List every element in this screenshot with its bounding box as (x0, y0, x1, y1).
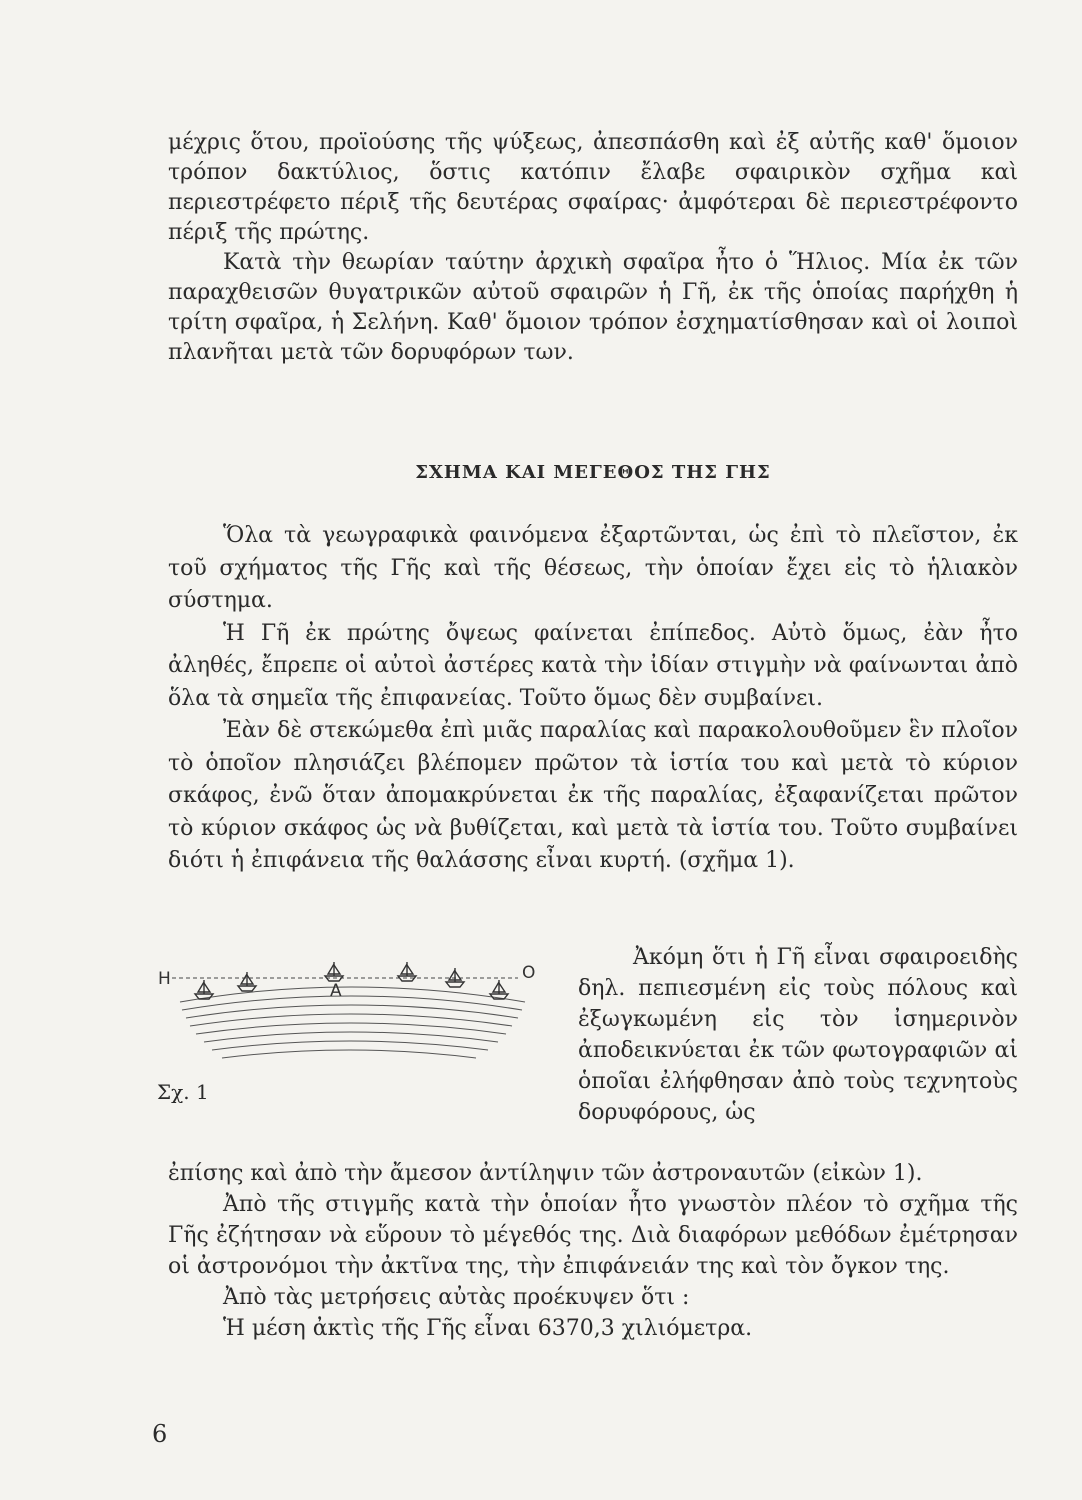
sea-curve-6 (204, 1032, 498, 1042)
paragraph-bottom-4: Ἡ μέση ἀκτὶς τῆς Γῆς εἶναι 6370,3 χιλιόμετρα. (223, 1316, 753, 1341)
ship-icon (195, 980, 213, 999)
ship-icon (490, 980, 508, 999)
paragraph-bottom-1: ἐπίσης καὶ ἀπὸ τὴν ἄμεσον ἀντίληψιν τῶν ἀστροναυτῶν (εἰκὼν 1). (168, 1161, 923, 1186)
sea-curve-2 (182, 996, 522, 1010)
sea-curve-4 (190, 1014, 512, 1026)
section-text (168, 520, 1018, 878)
sea-curve-8 (222, 1050, 476, 1058)
bottom-text (168, 1158, 1018, 1344)
paragraph-intro-2: Κατὰ τὴν θεωρίαν ταύτην ἀρχικὴ σφαῖρα ἦτο ὁ Ἥλιος. Μία ἐκ τῶν παραχθεισῶν θυγατρικῶν αὐτοῦ σφαιρῶν ἡ Γῆ, ἐκ τῆς ὁποίας παρήχθη ἡ τρίτη σφαῖρα, ἡ Σελήνη. Καθ' ὅμοιον τρόπον ἐσχηματίσθησαν καὶ οἱ λοιποὶ πλανῆται μετὰ τῶν δορυφόρων των. (168, 250, 1018, 365)
paragraph-section-3: Ἐὰν δὲ στεκώμεθα ἐπὶ μιᾶς παραλίας καὶ παρακολουθοῦμεν ἓν πλοῖον τὸ ὁποῖον πλησιάζει βλέπομεν πρῶτον τὰ ἱστία του καὶ μετὰ τὸ κύριον σκάφος, ἐνῶ ὅταν ἀπομακρύνεται ἐκ τῆς παραλίας, ἐξαφανίζεται πρῶτον τὸ κύριον σκάφος ὡς νὰ βυθίζεται, καὶ μετὰ τὰ ἱστία του. Τοῦτο συμβαίνει διότι ἡ ἐπιφάνεια τῆς θαλάσσης εἶναι κυρτή. (σχῆμα 1). (168, 718, 1018, 873)
section-heading: ΣΧΗΜΑ ΚΑΙ ΜΕΓΕΘΟΣ ΤΗΣ ΓΗΣ (415, 462, 771, 483)
ship-icon (238, 972, 256, 991)
sea-curve-1 (180, 987, 525, 1002)
label-h: Η (158, 969, 171, 989)
paragraph-bottom-3: Ἀπὸ τὰς μετρήσεις αὐτὰς προέκυψεν ὅτι : (223, 1285, 690, 1310)
label-o: Ο (522, 963, 536, 983)
paragraph-section-2: Ἡ Γῆ ἐκ πρώτης ὄψεως φαίνεται ἐπίπεδος. Αὐτὸ ὅμως, ἐὰν ἦτο ἀληθές, ἔπρεπε οἱ αὐτοὶ ἀστέρες κατὰ τὴν ἰδίαν στιγμὴν νὰ φαίνωνται ἀπὸ ὅλα τὰ σημεῖα τῆς ἐπιφανείας. Τοῦτο ὅμως δὲν συμβαίνει. (168, 620, 1018, 711)
sea-curve-3 (186, 1005, 518, 1018)
right-column-text (578, 942, 1018, 1128)
figure-caption: Σχ. 1 (157, 1080, 209, 1104)
intro-text (168, 128, 1018, 368)
paragraph-intro-1: μέχρις ὅτου, προϊούσης τῆς ψύξεως, ἀπεσπάσθη καὶ ἐξ αὐτῆς καθ' ὅμοιον τρόπον δακτύλιος, ὅστις κατόπιν ἔλαβε σφαιρικὸν σχῆμα καὶ περιεστρέφετο πέριξ τῆς δευτέρας σφαίρας· ἀμφότεραι δὲ περιεστρέφοντο πέριξ τῆς πρώτης. (168, 130, 1018, 245)
label-a: Α (330, 981, 342, 1001)
curvature-figure (150, 950, 550, 1110)
paragraph-right: Ἀκόμη ὅτι ἡ Γῆ εἶναι σφαιροειδὴς δηλ. πεπιεσμένη εἰς τοὺς πόλους καὶ ἐξωγκωμένη εἰς τὸν ἰσημερινὸν ἀποδεικνύεται ἐκ τῶν φωτογραφιῶν αἱ ὁποῖαι ἐλήφθησαν ἀπὸ τοὺς τεχνητοὺς δορυφόρους, ὡς (578, 945, 1018, 1125)
page-number: 6 (152, 1420, 168, 1448)
paragraph-bottom-2: Ἀπὸ τῆς στιγμῆς κατὰ τὴν ὁποίαν ἦτο γνωστὸν πλέον τὸ σχῆμα τῆς Γῆς ἐζήτησαν νὰ εὕρουν τὸ μέγεθός της. Διὰ διαφόρων μεθόδων ἐμέτρησαν οἱ ἀστρονόμοι τὴν ἀκτῖνα της, τὴν ἐπιφάνειάν της καὶ τὸν ὄγκον της. (168, 1192, 1018, 1279)
sea-curve-7 (212, 1041, 488, 1050)
paragraph-section-1: Ὅλα τὰ γεωγραφικὰ φαινόμενα ἐξαρτῶνται, ὡς ἐπὶ τὸ πλεῖστον, ἐκ τοῦ σχήματος τῆς Γῆς καὶ τῆς θέσεως, τὴν ὁποίαν ἔχει εἰς τὸ ἡλιακὸν σύστημα. (168, 523, 1018, 613)
